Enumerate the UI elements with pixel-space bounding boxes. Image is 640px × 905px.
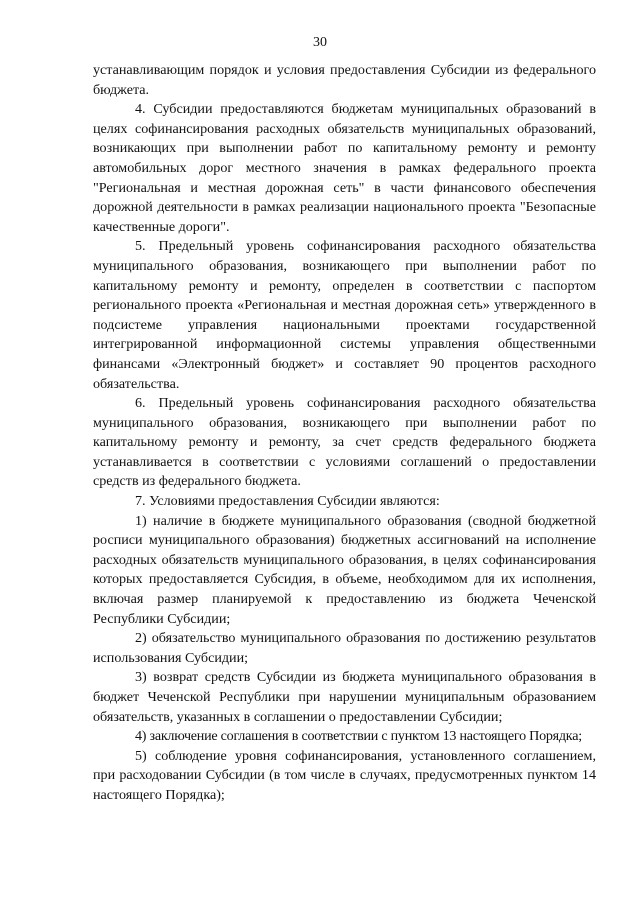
paragraph-item-4: 4. Субсидии предоставляются бюджетам муниципальных образований в целях софинансирования расходных обязательств муниципальных образований, возникающих при выполнении работ по капитальному ремонту и ремонту автомобильных дорог местного значения в рамках федерального проекта "Региональная и местная дорожная сеть" в части финансового обеспечения дорожной деятельности в рамках реализации национального проекта "Безопасные качественные дороги". — [93, 101, 596, 235]
paragraph-item-7: 7. Условиями предоставления Субсидии являются: — [135, 493, 440, 510]
paragraph-item-6: 6. Предельный уровень софинансирования расходного обязательства муниципального образования, возникающего при выполнении работ по капитальному ремонту и ремонту, за счет средств федерального бюджета устанавливается в соответствии с условиями соглашений о предоставлении средств из федерального бюджета. — [93, 395, 596, 490]
paragraph-continuation: устанавливающим порядок и условия предоставления Субсидии из федерального бюджета. — [93, 62, 596, 98]
page-number: 30 — [313, 35, 327, 50]
condition-item-2: 2) обязательство муниципального образования по достижению результатов использования Субсидии; — [93, 630, 596, 666]
condition-item-3: 3) возврат средств Субсидии из бюджета муниципального образования в бюджет Чеченской Республики при нарушении муниципальным образованием обязательств, указанных в соглашении о предоставлении Субсидии; — [93, 669, 596, 725]
condition-item-5: 5) соблюдение уровня софинансирования, установленного соглашением, при расходовании Субсидии (в том числе в случаях, предусмотренных пунктом 14 настоящего Порядка); — [93, 747, 596, 803]
document-body — [93, 61, 596, 806]
condition-item-4: 4) заключение соглашения в соответствии с пунктом 13 настоящего Порядка; — [135, 728, 582, 745]
condition-item-1: 1) наличие в бюджете муниципального образования (сводной бюджетной росписи муниципального образования) бюджетных ассигнований на исполнение расходных обязательств муниципального образования, в целях софинансирования которых предоставляется Субсидия, в объеме, необходимом для их исполнения, включая размер планируемой к предоставлению из бюджета Чеченской Республики Субсидии; — [93, 512, 596, 627]
paragraph-item-5: 5. Предельный уровень софинансирования расходного обязательства муниципального образования, возникающего при выполнении работ по капитальному ремонту и ремонту, определен в соответствии с паспортом регионального проекта «Региональная и местная дорожная сеть» утвержденного в подсистеме управления национальными проектами государственной интегрированной информационной системы управления общественными финансами «Электронный бюджет» и составляет 90 процентов расходного обязательства. — [93, 238, 596, 392]
